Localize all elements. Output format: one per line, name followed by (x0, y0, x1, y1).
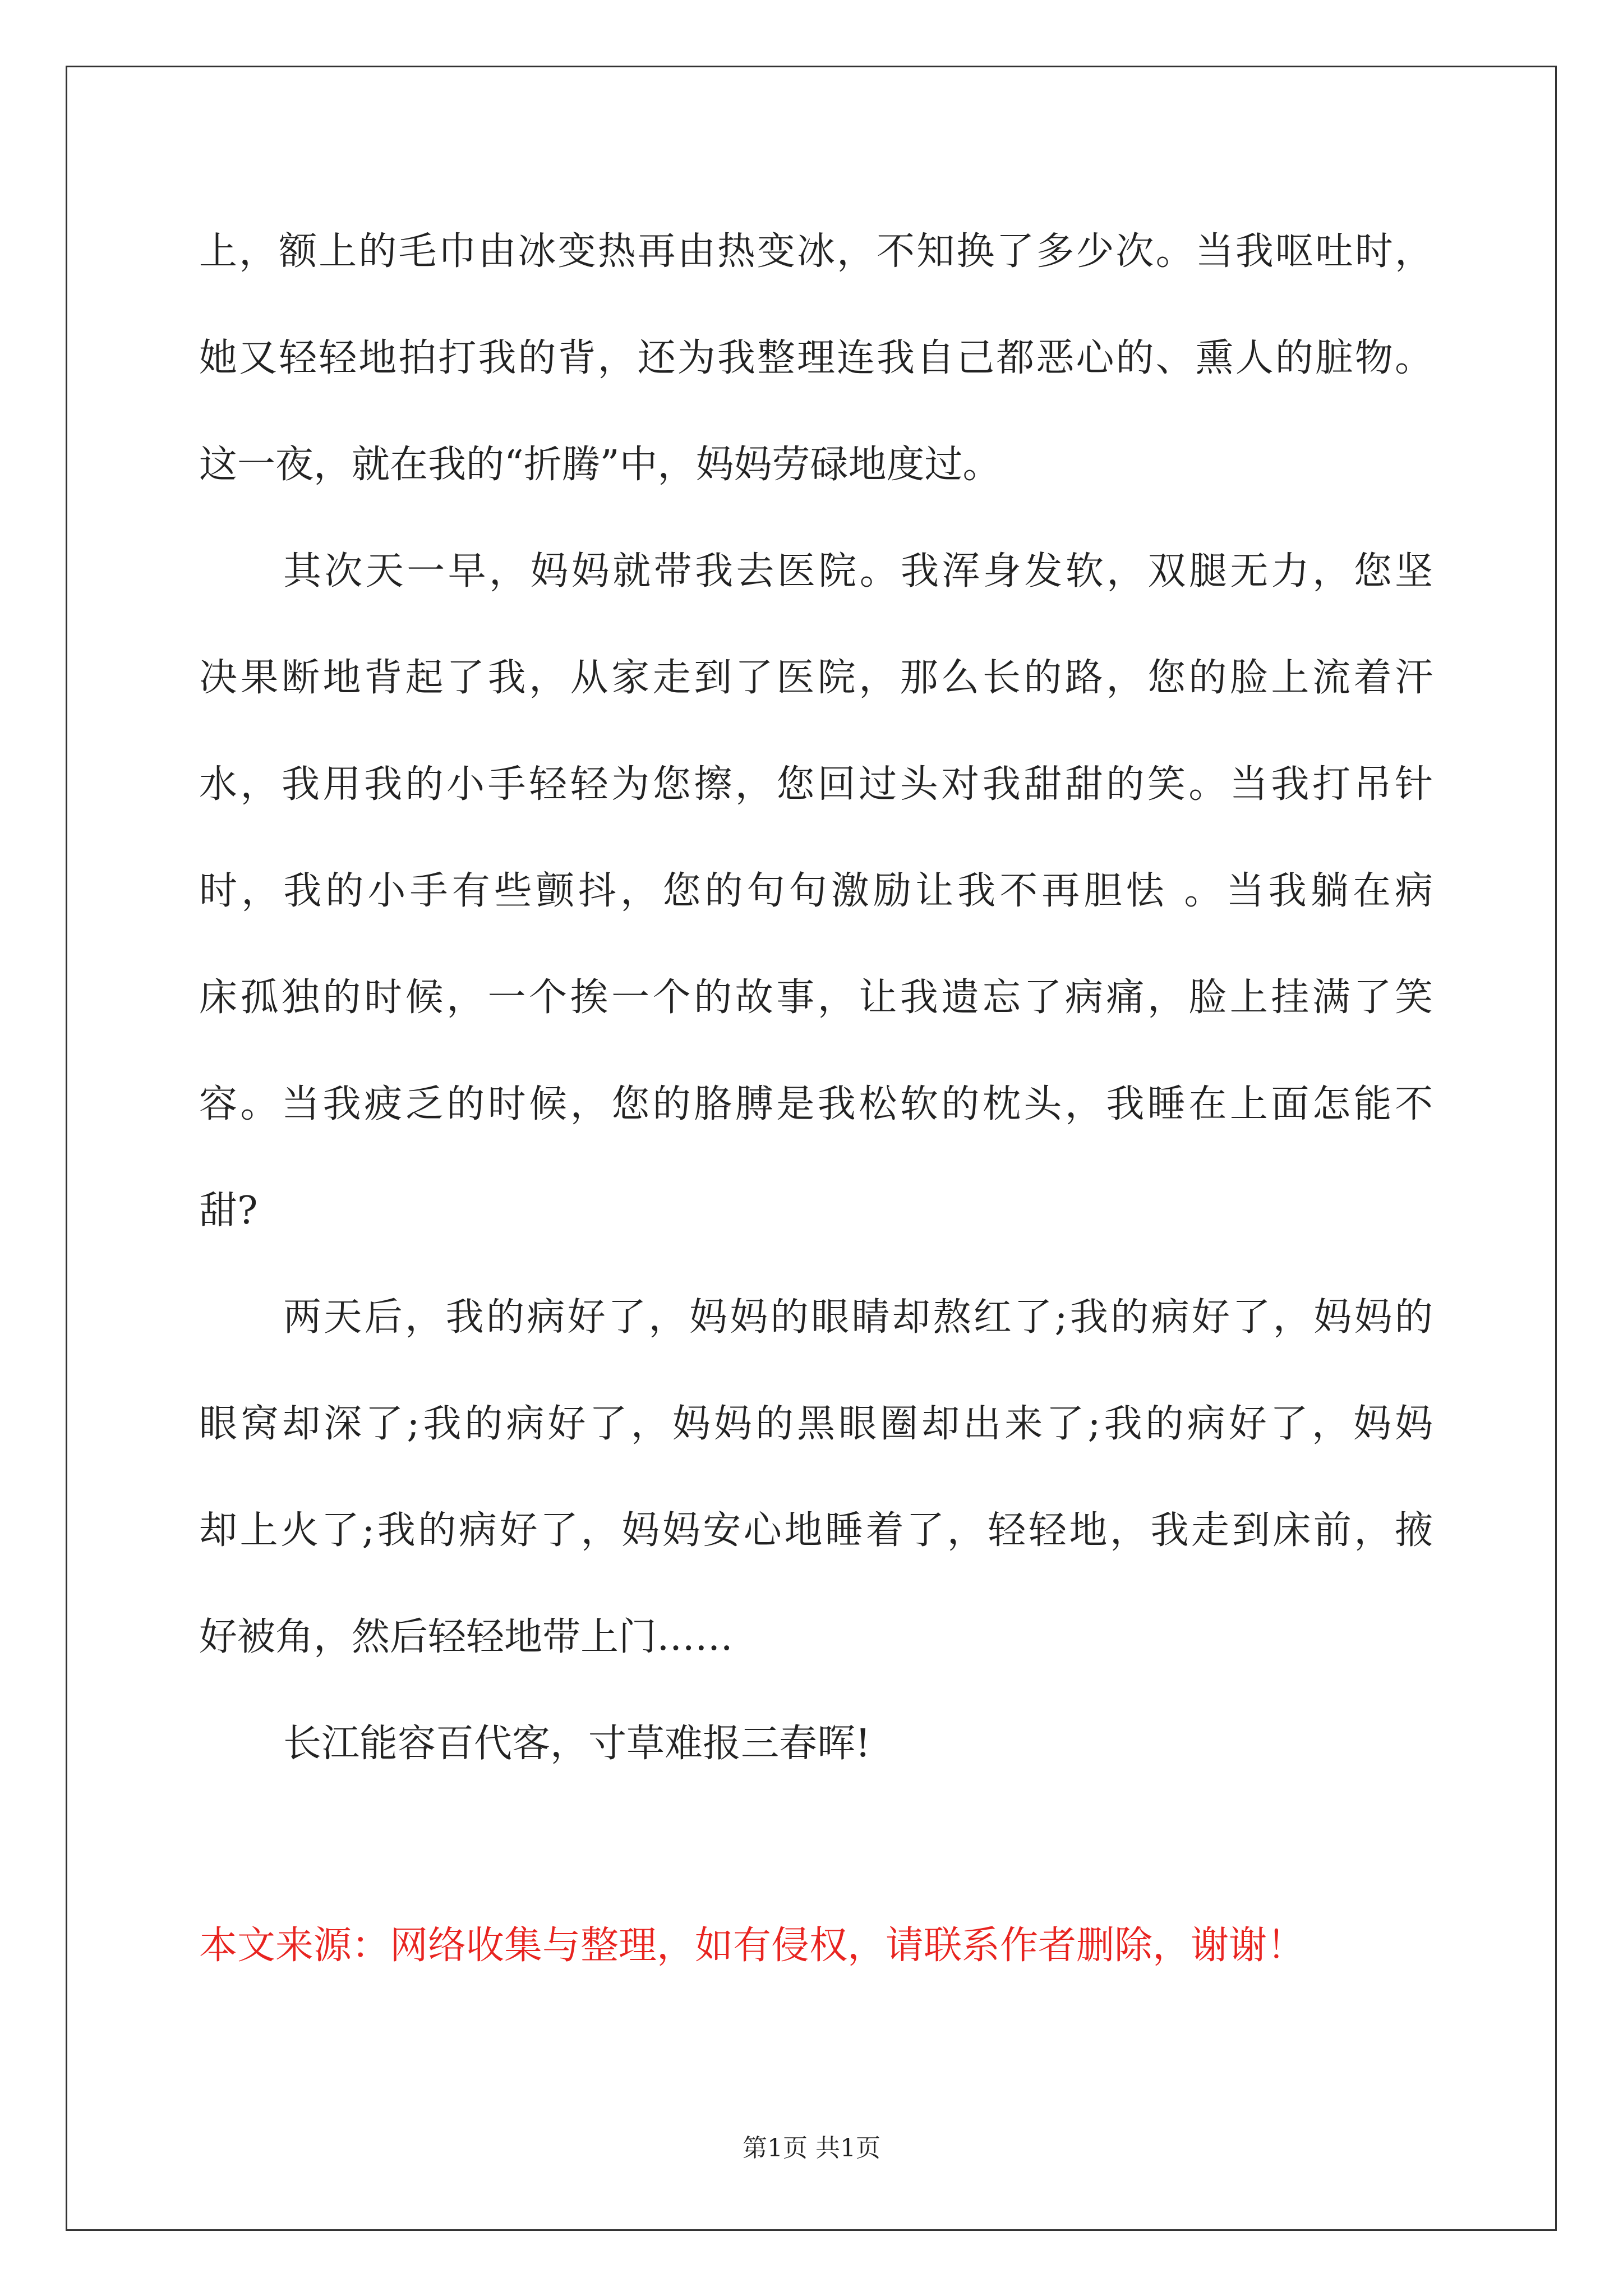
body-text-line: 长江能容百代客，寸草难报三春晖! (283, 1722, 871, 1766)
body-text-line: 眼窝却深了;我的病好了，妈妈的黑眼圈却出来了;我的病好了，妈妈 (199, 1402, 1433, 1446)
body-text-line: 容。当我疲乏的时候，您的胳膊是我松软的枕头，我睡在上面怎能不 (199, 1082, 1433, 1126)
source-note: 本文来源：网络收集与整理，如有侵权，请联系作者删除，谢谢！ (199, 1924, 1306, 1968)
body-text-line: 决果断地背起了我，从家走到了医院，那么长的路，您的脸上流着汗 (199, 656, 1433, 700)
body-text-line: 其次天一早，妈妈就带我去医院。我浑身发软，双腿无力，您坚 (283, 549, 1433, 593)
body-text-line: 这一夜，就在我的“折腾”中，妈妈劳碌地度过。 (199, 443, 1001, 487)
body-text-line: 两天后，我的病好了，妈妈的眼睛却熬红了;我的病好了，妈妈的 (283, 1295, 1433, 1340)
body-text-line: 好被角，然后轻轻地带上门…… (199, 1615, 734, 1659)
page-frame (66, 66, 1557, 2231)
body-text-line: 甜? (199, 1189, 258, 1233)
body-text-line: 床孤独的时候，一个挨一个的故事，让我遗忘了病痛，脸上挂满了笑 (199, 976, 1433, 1020)
body-text-line: 却上火了;我的病好了，妈妈安心地睡着了，轻轻地，我走到床前，掖 (199, 1508, 1433, 1553)
body-text-line: 上，额上的毛巾由冰变热再由热变冰，不知换了多少次。当我呕吐时， (199, 229, 1433, 274)
body-text-line: 她又轻轻地拍打我的背，还为我整理连我自己都恶心的、熏人的脏物。 (199, 336, 1433, 380)
page-footer: 第1页 共1页 (743, 2134, 880, 2162)
body-text-line: 水，我用我的小手轻轻为您擦，您回过头对我甜甜的笑。当我打吊针 (199, 762, 1433, 807)
body-text-line: 时，我的小手有些颤抖，您的句句激励让我不再胆怯 。当我躺在病 (199, 869, 1433, 913)
